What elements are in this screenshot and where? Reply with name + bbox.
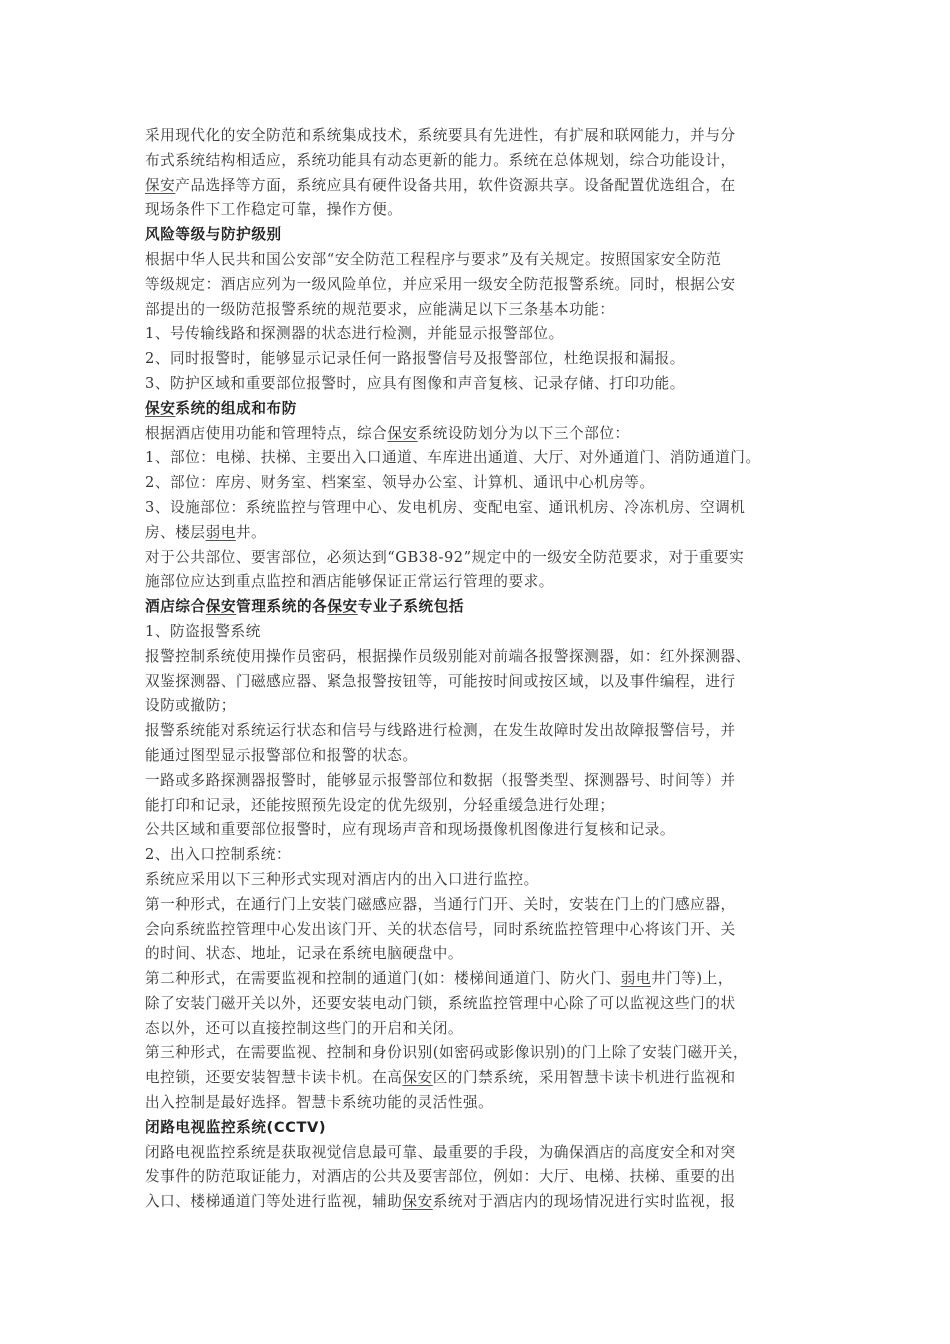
text-segment: 第三种形式，在需要监视、控制和身份识别(如密码或影像识别)的门上除了安装门磁开关，	[145, 1044, 749, 1062]
text-segment: 能通过图型显示报警部位和报警的状态。	[145, 746, 418, 764]
text-segment: 系统应采用以下三种形式实现对酒店内的出入口进行监控。	[145, 870, 539, 888]
text-line	[145, 322, 835, 347]
document-body	[145, 124, 835, 1215]
keyword-link[interactable]: 保安	[402, 1193, 433, 1211]
text-segment: 双鉴探测器、门磁感应器、紧急报警按钮等，可能按时间或按区域，以及事件编程，进行	[145, 672, 736, 690]
text-segment: 第二种形式，在需要监视和控制的通道门(如：楼梯间通道门、防火门、	[145, 970, 621, 988]
text-line	[145, 1091, 835, 1116]
text-line	[145, 347, 835, 372]
text-segment: 部提出的一级防范报警系统的规范要求，应能满足以下三条基本功能：	[145, 300, 615, 318]
text-segment: 报警系统能对系统运行状态和信号与线路进行检测，在发生故障时发出故障报警信号，并	[145, 722, 736, 740]
keyword-link[interactable]: 弱电	[205, 523, 236, 541]
keyword-link[interactable]: 保安	[402, 1069, 433, 1087]
text-segment: 3、防护区域和重要部位报警时，应具有图像和声音复核、记录存储、打印功能。	[145, 374, 685, 392]
text-line	[145, 372, 835, 397]
keyword-link[interactable]: 保安	[145, 399, 176, 417]
text-line	[145, 620, 835, 645]
text-segment: 1、防盗报警系统	[145, 622, 261, 640]
text-segment: 等级规定：酒店应列为一级风险单位，并应采用一级安全防范报警系统。同时，根据公安	[145, 275, 736, 293]
text-segment: 第一种形式，在通行门上安装门磁感应器，当通行门开、关时，安装在门上的门感应器，	[145, 895, 736, 913]
text-segment: 施部位应达到重点监控和酒店能够保证正常运行管理的要求。	[145, 573, 554, 591]
text-segment: 产品选择等方面，系统应具有硬件设备共用，软件资源共享。设备配置优选组合，在	[175, 176, 736, 194]
text-segment: 2、部位：库房、财务室、档案室、领导办公室、计算机、通讯中心机房等。	[145, 474, 655, 492]
text-segment: 房、楼层	[145, 523, 206, 541]
text-segment: 设防或撤防；	[145, 697, 236, 715]
text-segment: 酒店综合	[145, 598, 206, 616]
text-line	[145, 694, 835, 719]
text-segment: 系统的组成和布防	[175, 399, 297, 417]
text-segment: 出入控制是最好选择。智慧卡系统功能的灵活性强。	[145, 1094, 494, 1112]
keyword-link[interactable]: 弱电	[620, 970, 651, 988]
text-segment: 电控锁，还要安装智慧卡读卡机。在高	[145, 1069, 403, 1087]
text-line	[145, 471, 835, 496]
text-line	[145, 992, 835, 1017]
text-segment: 除了安装门磁开关以外，还要安装电动门锁，系统监控管理中心除了可以监视这些门的状	[145, 994, 736, 1012]
text-segment: 系统设防划分为以下三个部位：	[417, 424, 630, 442]
text-segment: 区的门禁系统，采用智慧卡读卡机进行监视和	[432, 1069, 736, 1087]
text-segment: 系统对于酒店内的现场情况进行实时监视，报	[432, 1193, 736, 1211]
text-line	[145, 248, 835, 273]
text-segment: 井门等)上，	[651, 970, 733, 988]
text-line	[145, 1165, 835, 1190]
text-line	[145, 546, 835, 571]
keyword-link[interactable]: 保安	[327, 598, 358, 616]
keyword-link[interactable]: 保安	[387, 424, 418, 442]
text-segment: 会向系统监控管理中心发出该门开、关的状态信号，同时系统监控管理中心将该门开、关	[145, 920, 736, 938]
keyword-link[interactable]: 保安	[205, 598, 237, 616]
text-line	[145, 446, 835, 471]
text-segment: 1、部位：电梯、扶梯、主要出入口通道、车库进出通道、大厅、对外通道门、消防通道门。	[145, 449, 761, 467]
text-segment: 采用现代化的安全防范和系统集成技术，系统要具有先进性，有扩展和联网能力，并与分	[145, 127, 736, 144]
text-segment: 3、设施部位：系统监控与管理中心、发电机房、变配电室、通讯机房、冷冻机房、空调机	[145, 498, 746, 516]
text-segment: 现场条件下工作稳定可靠，操作方便。	[145, 201, 403, 219]
text-segment: 根据中华人民共和国公安部“安全防范工程程序与要求”及有关规定。按照国家安全防范	[145, 250, 722, 268]
section-heading	[145, 595, 835, 620]
text-line	[145, 843, 835, 868]
text-segment: 风险等级与防护级别	[145, 226, 282, 244]
text-line	[145, 198, 835, 223]
text-line	[145, 298, 835, 323]
text-line	[145, 149, 835, 174]
text-segment: 2、同时报警时，能够显示记录任何一路报警信号及报警部位，杜绝误报和漏报。	[145, 350, 685, 368]
section-heading	[145, 1116, 835, 1141]
text-line	[145, 769, 835, 794]
text-segment: 一路或多路探测器报警时，能够显示报警部位和数据（报警类型、探测器号、时间等）并	[145, 771, 736, 789]
text-line	[145, 273, 835, 298]
text-line	[145, 967, 835, 992]
text-line	[145, 645, 835, 670]
text-line	[145, 794, 835, 819]
text-line	[145, 868, 835, 893]
text-segment: 闭路电视监控系统是获取视觉信息最可靠、最重要的手段，为确保酒店的高度安全和对突	[145, 1143, 736, 1161]
section-heading	[145, 397, 835, 422]
text-segment: 2、出入口控制系统：	[145, 846, 292, 864]
text-line	[145, 1017, 835, 1042]
text-segment: 公共区域和重要部位报警时，应有现场声音和现场摄像机图像进行复核和记录。	[145, 821, 676, 839]
keyword-link[interactable]: 保安	[145, 176, 176, 194]
text-line	[145, 744, 835, 769]
text-segment: 报警控制系统使用操作员密码，根据操作员级别能对前端各报警探测器，如：红外探测器、	[145, 647, 751, 665]
text-segment: 态以外，还可以直接控制这些门的开启和关闭。	[145, 1019, 464, 1037]
text-segment: 井。	[235, 523, 267, 541]
text-segment: 入口、楼梯通道门等处进行监视，辅助	[145, 1193, 403, 1211]
text-line	[145, 174, 835, 199]
section-heading	[145, 223, 835, 248]
text-line	[145, 570, 835, 595]
text-line	[145, 496, 835, 521]
text-line	[145, 124, 835, 149]
text-segment: 专业子系统包括	[357, 598, 465, 616]
text-line	[145, 422, 835, 447]
text-line	[145, 1041, 835, 1066]
text-line	[145, 818, 835, 843]
text-segment: 发事件的防范取证能力，对酒店的公共及要害部位，例如：大厅、电梯、扶梯、重要的出	[145, 1168, 736, 1186]
text-segment: 闭路电视监控系统(CCTV)	[145, 1118, 327, 1136]
text-segment: 1、号传输线路和探测器的状态进行检测，并能显示报警部位。	[145, 325, 564, 343]
text-segment: 对于公共部位、要害部位，必须达到“GB38-92”规定中的一级安全防范要求，对于重要实	[145, 548, 745, 566]
text-line	[145, 670, 835, 695]
text-segment: 管理系统的各	[236, 598, 328, 616]
text-line	[145, 918, 835, 943]
text-line	[145, 893, 835, 918]
text-segment: 根据酒店使用功能和管理特点，综合	[145, 424, 388, 442]
text-line	[145, 1190, 835, 1215]
text-line	[145, 1141, 835, 1166]
text-line	[145, 521, 835, 546]
text-line	[145, 719, 835, 744]
text-line	[145, 1066, 835, 1091]
text-segment: 能打印和记录，还能按照预先设定的优先级别，分轻重缓急进行处理；	[145, 796, 615, 814]
text-line	[145, 942, 835, 967]
text-segment: 的时间、状态、地址，记录在系统电脑硬盘中。	[145, 945, 464, 963]
text-segment: 布式系统结构相适应，系统功能具有动态更新的能力。系统在总体规划，综合功能设计，	[145, 151, 736, 169]
